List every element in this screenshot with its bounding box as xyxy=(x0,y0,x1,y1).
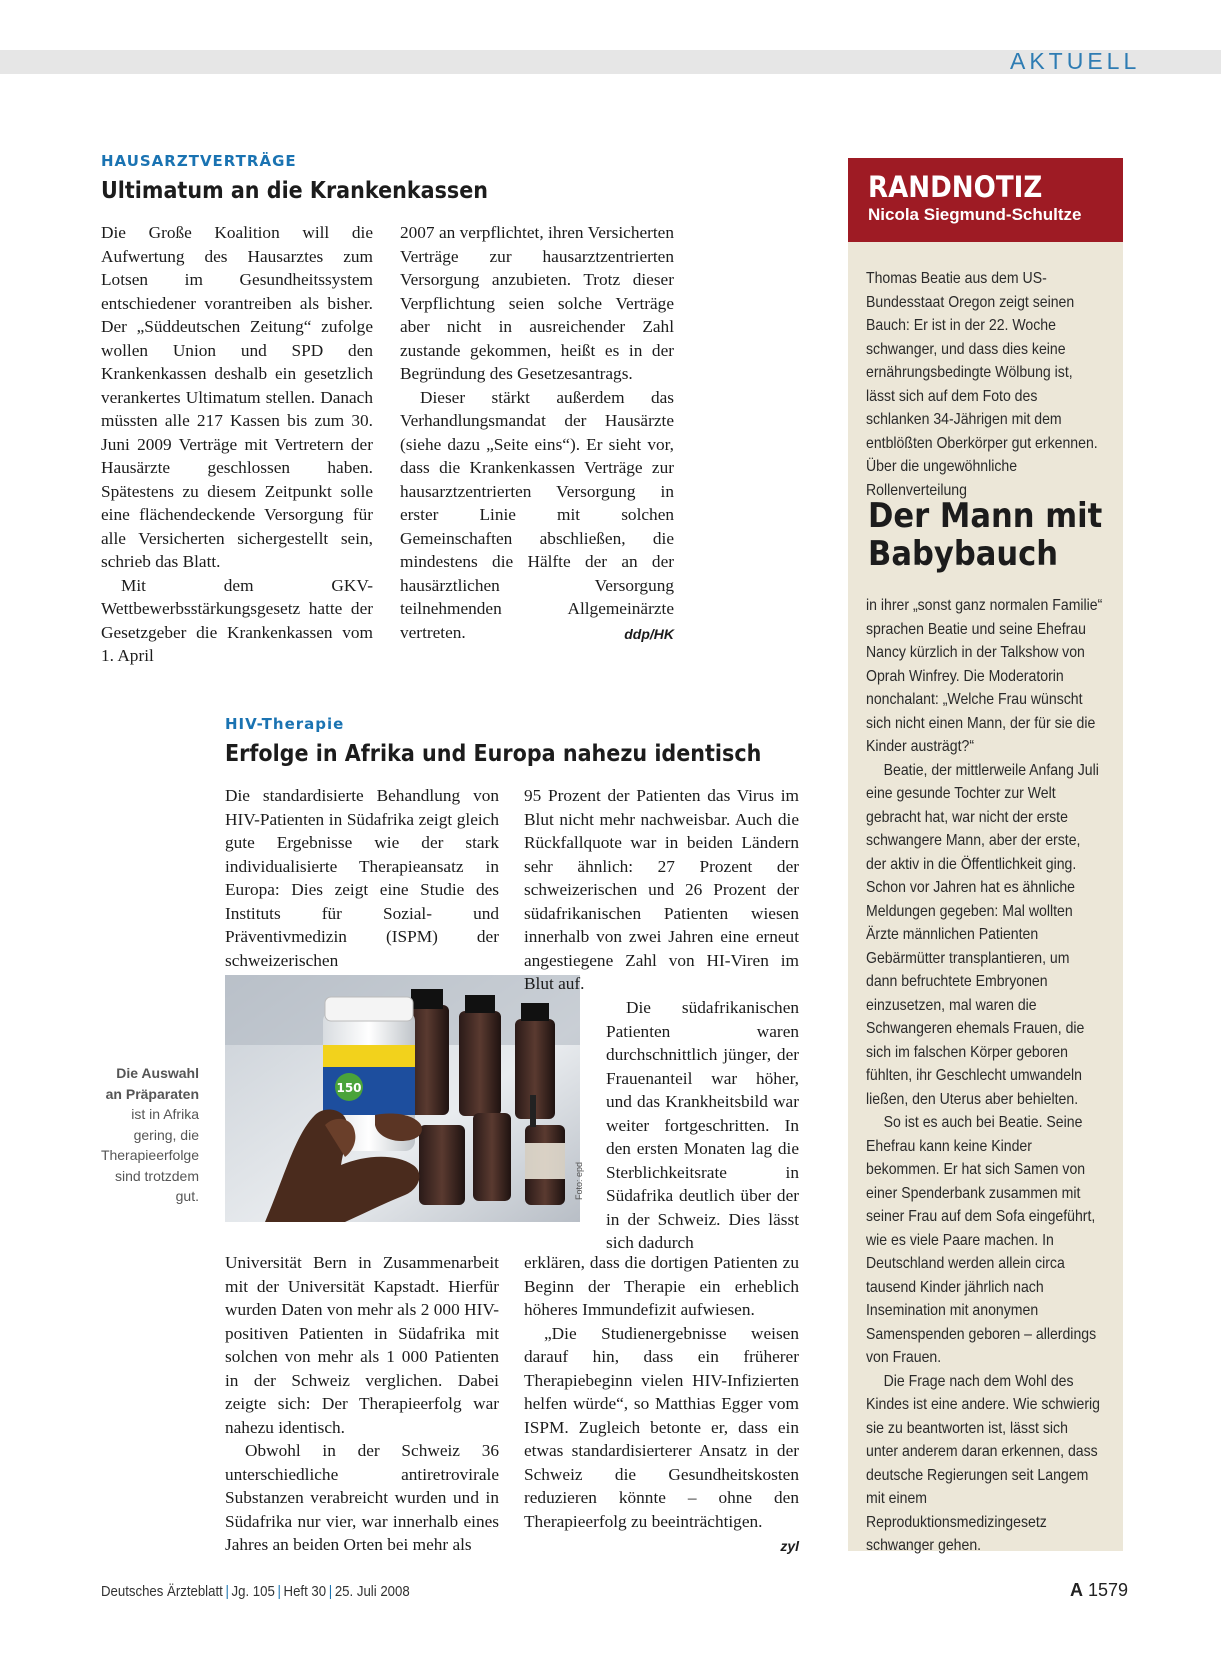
article1-column-1 xyxy=(101,221,373,668)
page-number-value: 1579 xyxy=(1088,1580,1129,1600)
article2-paragraph: Die südafrikanischen Patienten waren durchschnittlich jünger, der Frauenanteil war höher, und das Krankheitsbild war weiter fortgeschritten. In den ersten Monaten lag die Sterblichkeitsrate in Südafrika deutlich über der in der Schweiz. Dies lässt sich dadurch xyxy=(606,998,799,1252)
article-photo xyxy=(225,975,580,1222)
caption-text: ist in Afrika gering, die Therapieerfolge sind trotzdem gut. xyxy=(100,1106,199,1204)
footer-journal: Deutsches Ärzteblatt xyxy=(101,1583,223,1600)
section-label: AKTUELL xyxy=(1010,48,1141,74)
pill-bottles-photo xyxy=(225,975,580,1222)
article1-headline: Ultimatum an die Krankenkassen xyxy=(101,178,489,204)
footer-volume: Jg. 105 xyxy=(231,1583,275,1600)
article1-paragraph: Dieser stärkt außerdem das Verhandlungsmandat der Hausärzte (siehe dazu „Seite eins“). Er sieht vor, dass die Krankenkassen Verträge zur hausarztzentrierten Versorgung in erster Linie mit solchen Gemeinschaften abschließen, die mindestens die Hälfte der an der hausärztlichen Versorgung teilnehmenden Allgemeinärzte vertreten. xyxy=(400,387,674,642)
article1-kicker: HAUSARZTVERTRÄGE xyxy=(101,152,297,170)
caption-bold: an Präparaten xyxy=(105,1085,199,1102)
sidebar-paragraph: Beatie, der mittlerweile Anfang Juli eine gesunde Tochter zur Welt gebracht hat, war nicht der erste schwangere Mann, aber der erste, der aktiv in die Öffentlichkeit ging. Schon vor Jahren hat es ähnliche Meldungen gegeben: Mal wollten Ärzte männlichen Patienten Gebärmütter transplantieren, um dann befruchtete Embryonen einzusetzen, mal waren die Schwangeren ehemals Frauen, die sich im falschen Körper geboren fühlten, ihr Geschlecht umwandeln ließen, den Uterus aber behielten. xyxy=(866,761,1099,1108)
caption-bold: Die Auswahl xyxy=(116,1065,199,1081)
article2-signature: zyl xyxy=(780,1538,799,1554)
sidebar-body-block xyxy=(866,594,1112,1558)
sidebar-paragraph: in ihrer „sonst ganz normalen Familie“ sprachen Beatie und seine Ehefrau Nancy kürzlich in der Talkshow von Oprah Winfrey. Die Moderatorin nonchalant: „Welche Frau wünscht sich nicht einen Mann, der für sie die Kinder austrägt?“ xyxy=(866,597,1103,755)
article2-paragraph: Universität Bern in Zusammenarbeit mit der Universität Kapstadt. Hierfür wurden Daten von mehr als 2 000 HIV-positiven Patienten in Südafrika mit solchen von mehr als 1 000 Patienten in der Schweiz verglichen. Dabei zeigte sich: Der Therapieerfolg war nahezu identisch. xyxy=(225,1253,499,1437)
article2-column-2-mid xyxy=(606,996,799,1255)
sidebar-paragraph: Thomas Beatie aus dem US-Bundesstaat Oregon zeigt seinen Bauch: Er ist in der 22. Woche schwanger, und dass dies keine ernährungsbedingte Wölbung ist, lässt sich auf dem Foto des schlanken 34-Jährigen mit dem entblößten Oberkörper gut erkennen. Über die ungewöhnliche Rollenverteilung xyxy=(866,270,1098,499)
article2-kicker: HIV-Therapie xyxy=(225,715,345,733)
article2-paragraph: Die standardisierte Behandlung von HIV-Patienten in Südafrika zeigt gleich gute Ergebnisse wie der stark individualisierte Therapieansatz in Europa: Dies zeigt eine Studie des Instituts für Sozial- und Präventivmedizin (ISPM) der schweizerischen xyxy=(225,786,499,970)
footer: Deutsches Ärzteblatt | Jg. 105 | Heft 30 | 25. Juli 2008 xyxy=(101,1583,410,1600)
photo-caption xyxy=(92,1063,199,1207)
sidebar-title: RANDNOTIZ xyxy=(868,170,1043,204)
article2-column-2-top xyxy=(524,784,799,996)
article1-column-2 xyxy=(400,221,674,646)
article2-headline: Erfolge in Afrika und Europa nahezu identisch xyxy=(225,741,762,767)
footer-date: 25. Juli 2008 xyxy=(334,1583,410,1600)
sidebar-intro-block xyxy=(866,267,1112,502)
sidebar-paragraph: Die Frage nach dem Wohl des Kindes ist eine andere. Wie schwierig sie zu beantworten ist, lässt sich unter anderem daran erkennen, dass deutsche Regierungen seit Langem mit einem Reproduktionsmedizingesetz schwanger gehen. xyxy=(866,1372,1100,1554)
article2-column-1-bottom xyxy=(225,1251,499,1557)
page-prefix: A xyxy=(1070,1580,1083,1600)
article1-paragraph: Die Große Koalition will die Aufwertung des Hausarztes zum Lotsen im Gesundheitssystem entschiedener vorantreiben als bisher. Der „Süddeutschen Zeitung“ zufolge wollen Union und SPD den Krankenkassen deshalb ein gesetzlich verankertes Ultimatum stellen. Danach müssten alle 217 Kassen bis zum 30. Juni 2009 Verträge mit Vertretern der Hausärzte geschlossen haben. Spätestens zu diesem Zeitpunkt solle eine flächendeckende Versorgung für alle Versicherten sichergestellt sein, schrieb das Blatt. xyxy=(101,223,373,571)
article2-column-1-top xyxy=(225,784,499,972)
article1-signature: ddp/HK xyxy=(624,625,674,642)
sidebar-paragraph: So ist es auch bei Beatie. Seine Ehefrau kann keine Kinder bekommen. Er hat sich Samen von einer Spenderbank zusammen mit seiner Frau auf dem Sofa eingeführt, wie es viele Paare machen. In Deutschland werden allein circa tausend Kinder jährlich nach Insemination mit anonymen Samenspenden geboren – allerdings von Frauen. xyxy=(866,1114,1097,1366)
sidebar-headline: Der Mann mit Babybauch xyxy=(868,496,1103,574)
article2-paragraph: erklären, dass die dortigen Patienten zu Beginn der Therapie ein erheblich höheres Immundefizit aufwiesen. xyxy=(524,1253,799,1319)
sidebar-author: Nicola Siegmund-Schultze xyxy=(868,205,1082,224)
article2-paragraph: „Die Studienergebnisse weisen darauf hin, dass ein früherer Therapiebeginn vielen HIV-Infizierten helfen würde“, so Matthias Egger vom ISPM. Zugleich betonte er, dass ein etwas standardisierterer Ansatz in der Schweiz die Gesundheitskosten reduzieren könnte – ohne den Therapieerfolg zu beeinträchtigen. xyxy=(524,1323,799,1531)
pill-label: 150 xyxy=(336,1081,362,1095)
article2-paragraph: Obwohl in der Schweiz 36 unterschiedliche antiretrovirale Substanzen verabreicht wurden und in Südafrika nur vier, war innerhalb eines Jahres an beiden Orten bei mehr als xyxy=(225,1441,499,1554)
article1-paragraph: Mit dem GKV-Wettbewerbsstärkungsgesetz hatte der Gesetzgeber die Krankenkassen vom 1. April xyxy=(101,575,373,665)
article2-column-2-bottom xyxy=(524,1251,799,1559)
article1-paragraph: 2007 an verpflichtet, ihren Versicherten Verträge zur hausarztzentrierten Versorgung anzubieten. Trotz dieser Verpflichtung seien solche Verträge aber nicht in ausreichender Zahl zustande gekommen, heißt es in der Begründung des Gesetzesantrags. xyxy=(400,223,674,383)
photo-credit: Foto: epd xyxy=(574,1161,584,1200)
footer-issue: Heft 30 xyxy=(283,1583,327,1600)
article2-paragraph: 95 Prozent der Patienten das Virus im Blut nicht mehr nachweisbar. Auch die Rückfallquote war in beiden Ländern sehr ähnlich: 27 Prozent der schweizerischen und 26 Prozent der südafrikanischen Patienten wiesen innerhalb von zwei Jahren eine erneut angestiegene Zahl von HI-Viren im Blut auf. xyxy=(524,786,799,993)
page-number xyxy=(1070,1580,1128,1601)
